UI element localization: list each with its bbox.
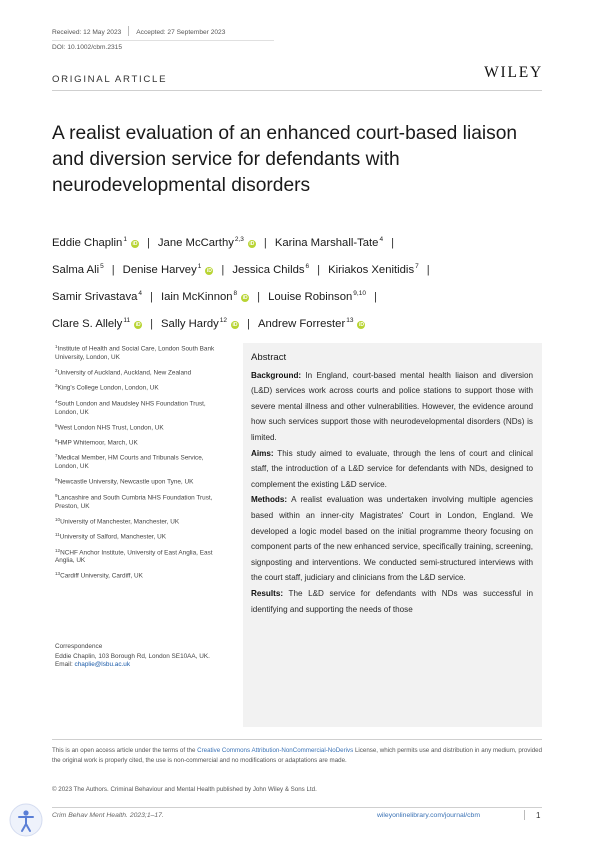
author-name-text: Kiriakos Xenitidis: [328, 264, 415, 276]
author-separator: |: [150, 318, 154, 330]
author-affiliation-ref: 6: [305, 263, 310, 270]
affiliation-item: [55, 367, 225, 378]
author-name-text: Denise Harvey: [122, 264, 197, 276]
affiliation-number: 1: [55, 344, 58, 349]
orcid-icon[interactable]: iD: [242, 295, 248, 301]
affiliation-text: Newcastle University, Newcastle upon Tyne, UK: [57, 478, 194, 486]
author-affiliation-ref: 13: [346, 317, 354, 324]
author-name-text: Andrew Forrester: [257, 318, 346, 330]
affiliations: [55, 343, 225, 586]
email-link[interactable]: chaplie@lsbu.ac.uk: [74, 661, 131, 669]
affiliation-item: [55, 452, 225, 472]
author-list: [52, 228, 547, 336]
author-affiliation-ref: 4: [379, 236, 384, 243]
correspondence-email-line: [55, 661, 225, 670]
orcid-icon[interactable]: iD: [135, 322, 141, 328]
abstract-section-text: This study aimed to evaluate, through the lens of court and clinical staff, the introduction of a L&D service for defendants with NDs, designed to complement the existing L&D service.: [251, 448, 533, 489]
abstract-panel: [243, 343, 542, 727]
correspondence: [55, 643, 225, 670]
author-separator: |: [317, 264, 321, 276]
author-name[interactable]: [275, 237, 383, 249]
footer-journal: Crim Behav Ment Health. 2023;1–17.: [52, 812, 164, 819]
author-name[interactable]: [52, 237, 139, 249]
affiliation-text: HMP Whitemoor, March, UK: [57, 439, 138, 447]
author-name-text: Samir Srivastava: [52, 291, 138, 303]
author-separator: |: [146, 237, 150, 249]
affiliation-number: 8: [55, 477, 58, 483]
author-separator: |: [150, 291, 153, 303]
author-affiliation-ref: 11: [123, 317, 131, 324]
author-name-text: Sally Hardy: [161, 318, 219, 330]
author-name[interactable]: [158, 237, 256, 249]
correspondence-address: Eddie Chaplin, 103 Borough Rd, London SE10AA, UK.: [55, 652, 210, 660]
author-affiliation-ref: 9,10: [353, 290, 366, 297]
author-name[interactable]: [52, 291, 142, 303]
accessibility-badge-icon[interactable]: [8, 802, 44, 838]
author-name[interactable]: [161, 318, 239, 330]
article-dates: [52, 26, 225, 36]
author-affiliation-ref: 1: [197, 263, 202, 270]
footer-separator: [524, 810, 525, 820]
received-date: Received: 12 May 2023: [52, 29, 122, 36]
author-name-text: Iain McKinnon: [160, 291, 233, 303]
author-separator: |: [221, 264, 225, 276]
abstract-section-label: Methods:: [251, 495, 288, 505]
email-label: Email:: [55, 661, 75, 669]
author-name[interactable]: [52, 318, 142, 330]
author-name[interactable]: [161, 291, 249, 303]
affiliation-text: South London and Maudsley NHS Foundation Trust, London, UK: [55, 400, 206, 416]
license-notice: [52, 746, 544, 765]
affiliation-item: [55, 531, 225, 542]
affiliation-number: 6: [55, 438, 58, 444]
affiliation-item: [55, 547, 225, 567]
author-affiliation-ref: 8: [233, 290, 238, 297]
author-name-text: Karina Marshall-Tate: [274, 237, 379, 249]
abstract-section: [251, 492, 533, 586]
abstract-section: [251, 446, 533, 493]
abstract-section-label: Results:: [251, 588, 284, 598]
affiliation-text: Medical Member, HM Courts and Tribunals Service, London, UK: [55, 454, 204, 471]
abstract-section-text: In England, court-based mental health liaison and diversion (L&D) services work across courts and police stations to support those with severe mental illness and other vulnerabilities. However, the evidence around how such services support those with neurodevelopmental disorders (NDs) is limited.: [251, 370, 533, 442]
affiliation-item: [55, 422, 225, 433]
author-separator: |: [426, 264, 430, 276]
abstract-section: [251, 368, 533, 446]
accepted-date: Accepted: 27 September 2023: [136, 29, 226, 36]
author-name-text: Louise Robinson: [268, 291, 353, 303]
affiliation-text: University of Salford, Manchester, UK: [59, 533, 166, 541]
abstract-section-label: Aims:: [251, 448, 274, 458]
affiliation-number: 4: [55, 398, 58, 404]
affiliation-item: [55, 343, 225, 363]
author-affiliation-ref: 5: [100, 263, 104, 270]
author-separator: |: [257, 291, 261, 303]
doi[interactable]: DOI: 10.1002/cbm.2315: [52, 44, 123, 51]
affiliation-number: 10: [55, 516, 61, 522]
affiliation-number: 12: [55, 547, 61, 553]
affiliation-text: University of Manchester, Manchester, UK: [60, 518, 180, 526]
author-name[interactable]: [52, 264, 104, 276]
affiliation-text: King's College London, London, UK: [57, 384, 159, 392]
orcid-icon[interactable]: iD: [232, 322, 238, 328]
correspondence-label: Correspondence: [55, 643, 103, 650]
author-affiliation-ref: 4: [138, 290, 143, 297]
license-prefix: This is an open access article under the terms of the: [52, 747, 198, 754]
abstract-section: [251, 586, 533, 617]
affiliation-item: [55, 570, 225, 581]
author-name[interactable]: [328, 264, 419, 276]
orcid-icon[interactable]: iD: [249, 241, 255, 247]
affiliation-item: [55, 516, 225, 527]
affiliation-number: 13: [55, 571, 61, 577]
author-line: [52, 282, 547, 309]
author-name-text: Salma Ali: [52, 264, 100, 276]
author-line: [52, 309, 547, 336]
affiliation-item: [55, 476, 225, 487]
orcid-icon[interactable]: iD: [132, 241, 138, 247]
affiliation-text: West London NHS Trust, London, UK: [57, 424, 164, 432]
article-type-divider: [52, 90, 542, 91]
affiliation-item: [55, 492, 225, 512]
author-separator: |: [391, 237, 395, 249]
abstract-section-label: Background:: [251, 370, 302, 380]
abstract-heading: Abstract: [251, 352, 287, 363]
footer-divider: [52, 807, 542, 808]
affiliation-text: Cardiff University, Cardiff, UK: [60, 572, 143, 580]
affiliation-text: Lancashire and South Cumbria NHS Foundation Trust, Preston, UK: [55, 494, 213, 510]
author-line: [52, 228, 547, 255]
affiliation-item: [55, 437, 225, 448]
author-name[interactable]: [258, 318, 366, 330]
author-separator: |: [373, 291, 377, 303]
article-type: ORIGINAL ARTICLE: [52, 74, 168, 85]
author-separator: |: [247, 318, 250, 330]
author-separator: |: [111, 264, 115, 276]
affiliation-item: [55, 398, 225, 418]
author-name-text: Eddie Chaplin: [52, 237, 123, 249]
author-name[interactable]: [232, 264, 309, 276]
license-link[interactable]: Creative Commons Attribution-NonCommercial-NoDerivs: [197, 747, 354, 754]
copyright-notice: © 2023 The Authors. Criminal Behaviour and Mental Health published by John Wiley & Sons Ltd.: [52, 786, 317, 793]
author-name[interactable]: [123, 264, 214, 276]
affiliation-number: 5: [55, 422, 58, 428]
page-number: 1: [536, 811, 541, 820]
license-suffix: License, which permits use and distribution in any medium, provided the original work is properly cited, the use is non-commercial and no modifications or adaptations are made.: [52, 747, 543, 764]
orcid-icon[interactable]: iD: [358, 322, 364, 328]
affiliation-text: NCHF Anchor Institute, University of East Anglia, East Anglia, UK: [55, 548, 213, 565]
affiliation-number: 3: [55, 383, 58, 389]
affiliation-number: 2: [55, 367, 58, 373]
abstract-content: [251, 350, 533, 617]
abstract-section-text: A realist evaluation was undertaken involving multiple agencies based within an inner-city Magistrates' Court in London, England. We developed a logic model based on the initial programme theory focusing on component parts of the new enhanced service, specifically training, screening, signposting and interventions. We conducted semi-structured interviews with the court staff, judiciary and clinicians from the L&D service.: [251, 495, 533, 583]
publisher-logo: WILEY: [484, 64, 543, 81]
footnote-divider: [52, 739, 542, 740]
author-line: [52, 255, 547, 282]
affiliation-item: [55, 382, 225, 393]
author-name-text: Jessica Childs: [232, 264, 305, 276]
abstract-sections: [251, 368, 533, 618]
affiliation-number: 9: [55, 492, 58, 498]
affiliation-number: 11: [55, 532, 60, 538]
abstract-section-text: The L&D service for defendants with NDs was successful in identifying and supporting the needs of those: [251, 588, 533, 614]
author-name-text: Jane McCarthy: [157, 237, 234, 249]
affiliation-text: Institute of Health and Social Care, London South Bank University, London, UK: [55, 345, 215, 361]
article-title: A realist evaluation of an enhanced court-based liaison and diversion service for defendants with neurodevelopmental disorders: [52, 123, 518, 196]
author-affiliation-ref: 2,3: [234, 236, 244, 243]
author-separator: |: [263, 237, 267, 249]
header-divider: [52, 40, 274, 41]
footer-journal-link[interactable]: wileyonlinelibrary.com/journal/cbm: [377, 812, 480, 819]
affiliation-text: University of Auckland, Auckland, New Zealand: [57, 369, 192, 377]
affiliation-number: 7: [55, 453, 58, 459]
author-affiliation-ref: 7: [415, 263, 419, 270]
orcid-icon[interactable]: iD: [206, 268, 212, 274]
author-name-text: Clare S. Allely: [52, 318, 123, 330]
author-affiliation-ref: 1: [123, 236, 127, 243]
author-affiliation-ref: 12: [219, 317, 228, 324]
author-name[interactable]: [268, 291, 366, 303]
